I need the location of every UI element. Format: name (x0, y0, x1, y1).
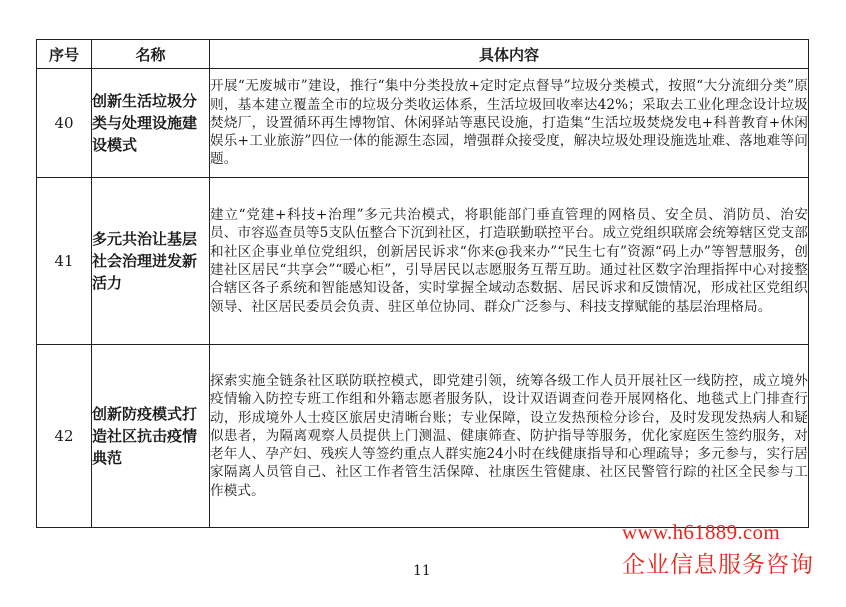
row-number: 41 (37, 178, 92, 345)
row-number: 42 (37, 345, 92, 528)
row-name: 创新防疫模式打造社区抗击疫情典范 (92, 345, 210, 528)
table-row (37, 345, 809, 528)
table-row (37, 178, 809, 345)
header-serial-number: 序号 (37, 40, 92, 69)
row-number: 40 (37, 69, 92, 178)
header-name: 名称 (92, 40, 210, 69)
row-name: 创新生活垃圾分类与处理设施建设模式 (92, 69, 210, 178)
table-header-row (37, 40, 809, 69)
watermark-text: 企业信息服务咨询 (622, 552, 814, 578)
watermark-url: www.h61889.com (622, 520, 780, 544)
row-content: 开展“无废城市”建设，推行“集中分类投放+定时定点督导”垃圾分类模式，按照“大分流细分类”原则，基本建立覆盖全市的垃圾分类收运体系，生活垃圾回收率达42%；采取去工业化理念设计垃圾焚烧厂，设置循环再生博物馆、休闲驿站等惠民设施，打造集“生活垃圾焚烧发电+科普教育+休闲娱乐+工业旅游”四位一体的能源生态园，增强群众接受度，解决垃圾处理设施选址难、落地难等问题。 (210, 69, 809, 178)
row-content: 探索实施全链条社区联防联控模式，即党建引领，统筹各级工作人员开展社区一线防控，成立境外疫情输入防控专班工作组和外籍志愿者服务队，设计双语调查问卷开展网格化、地毯式上门排查行动，形成境外人士疫区旅居史清晰台账；专业保障，设立发热预检分诊台，及时发现发热病人和疑似患者，为隔离观察人员提供上门测温、健康筛查、防护指导等服务，优化家庭医生签约服务，对老年人、孕产妇、残疾人等签约重点人群实施24小时在线健康指导和心理疏导；多元参与，实行居家隔离人员管自己、社区工作者管生活保障、社康医生管健康、社区民警管行踪的社区全民参与工作模式。 (210, 345, 809, 528)
page-number: 11 (413, 563, 431, 579)
table-row (37, 69, 809, 178)
row-name: 多元共治让基层社会治理迸发新活力 (92, 178, 210, 345)
policy-table (36, 39, 809, 528)
row-content: 建立“党建+科技+治理”多元共治模式，将职能部门垂直管理的网格员、安全员、消防员、治安员、市容巡查员等5支队伍整合下沉到社区，打造联勤联控平台。成立党组织联席会统筹辖区党支部和社区企事业单位党组织，创新居民诉求“你来@我来办”“民生七有”资源“码上办”等智慧服务，创建社区居民“共享会”“暖心柜”，引导居民以志愿服务互帮互助。通过社区数字治理指挥中心对接整合辖区各子系统和智能感知设备，实时掌握全域动态数据、居民诉求和反馈情况，形成社区党组织领导、社区居民委员会负责、驻区单位协同、群众广泛参与、科技支撑赋能的基层治理格局。 (210, 178, 809, 345)
header-content: 具体内容 (210, 40, 809, 69)
